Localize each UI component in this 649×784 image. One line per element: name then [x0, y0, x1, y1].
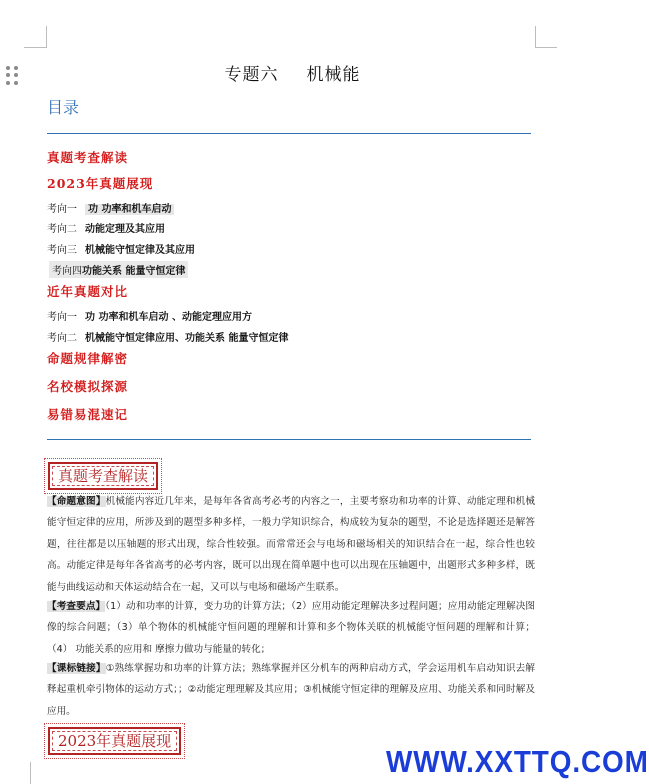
- toc-section-2[interactable]: 2023年真题展现: [47, 176, 154, 191]
- title-part1: 专题六: [224, 65, 279, 85]
- banner-2023-zhenti: 2023年真题展现: [48, 727, 181, 755]
- paragraph-intent: [47, 491, 535, 598]
- toc-item-2023-4[interactable]: [49, 261, 188, 278]
- toc-item-lead: 考向三: [47, 245, 77, 256]
- toc-item-text: 功 功率和机车启动: [85, 204, 174, 215]
- toc-item-recent-1[interactable]: [47, 308, 252, 323]
- toc-item-text: 机械能守恒定律及其应用: [85, 245, 195, 256]
- toc-item-lead: 考向一: [47, 312, 77, 323]
- toc-item-text: 机械能守恒定律应用、功能关系 能量守恒定律: [85, 333, 289, 344]
- toc-item-text: 功能关系 能量守恒定律: [82, 266, 186, 277]
- toc-section-4[interactable]: 命题规律解密: [47, 351, 129, 366]
- toc-item-lead: 考向四: [52, 266, 82, 277]
- banner-zhenti-kaocha: 真题考查解读: [48, 462, 158, 490]
- paragraph-curriculum: [47, 658, 535, 722]
- title-part2: 机械能: [306, 65, 361, 85]
- toc-item-2023-3[interactable]: [47, 241, 195, 256]
- toc-item-text: 功 功率和机车启动 、动能定理应用方: [85, 312, 252, 323]
- toc-section-6[interactable]: 易错易混速记: [47, 407, 129, 422]
- toc-section-3[interactable]: 近年真题对比: [47, 284, 129, 299]
- document-title: [0, 60, 585, 85]
- paragraph-keypoints: [47, 596, 535, 660]
- paragraph-tag: 【考查要点】: [47, 601, 106, 612]
- paragraph-body: ①熟练掌握功和功率的计算方法；熟练掌握并区分机车的两种启动方式，学会运用机车启动知识去解释起重机牵引物体的运动方式；；②动能定理理解及其应用；③机械能守恒定律的理解及应用、功能关系和同时解及应用。: [47, 663, 535, 717]
- toc-item-text: 动能定理及其应用: [85, 224, 165, 235]
- toc-heading: 目录: [47, 98, 80, 117]
- toc-top-rule: [47, 133, 531, 134]
- paragraph-body: 机械能内容近几年来，是每年各省高考必考的内容之一，主要考察功和功率的计算、动能定理和机械能守恒定律的应用，所涉及到的题型多种多样，一般力学知识综合，构成较为复杂的题型，不论是选择题还是解答题，往往都是以压轴题的形式出现，综合性较强。而常常还会与电场和磁场相关的知识结合在一起，综合性也较高。动能定律是每年各省高考的必考内容，既可以出现在简单题中也可以出现在压轴题中，出题形式多种多样，既能与曲线运动和天体运动结合在一起，又可以与电场和磁场产生联系。: [47, 496, 536, 593]
- toc-item-lead: 考向二: [47, 333, 77, 344]
- paragraph-tag: 【课标链接】: [47, 663, 106, 674]
- toc-item-lead: 考向二: [47, 224, 77, 235]
- toc-section-1[interactable]: 真题考查解读: [47, 150, 129, 165]
- toc-item-recent-2[interactable]: [47, 329, 288, 344]
- toc-item-lead: 考向一: [47, 204, 77, 215]
- toc-item-2023-2[interactable]: [47, 220, 165, 235]
- paragraph-tag: 【命题意图】: [47, 496, 106, 507]
- toc-item-2023-1[interactable]: [47, 200, 174, 215]
- paragraph-body: （1）动和功率的计算，变力功的计算方法；（2）应用动能定理解决多过程问题；应用动能定理解决图像的综合问题；（3）单个物体的机械能守恒问题的理解和计算和多个物体关联的机械能守恒问题的理解和计算；（4） 功能关系的应用和 摩擦力做功与能量的转化；: [47, 601, 535, 655]
- toc-bottom-rule: [47, 439, 531, 440]
- toc-section-5[interactable]: 名校模拟探源: [47, 379, 129, 394]
- watermark-logo: WWW.XXTTQ.COM: [386, 744, 649, 779]
